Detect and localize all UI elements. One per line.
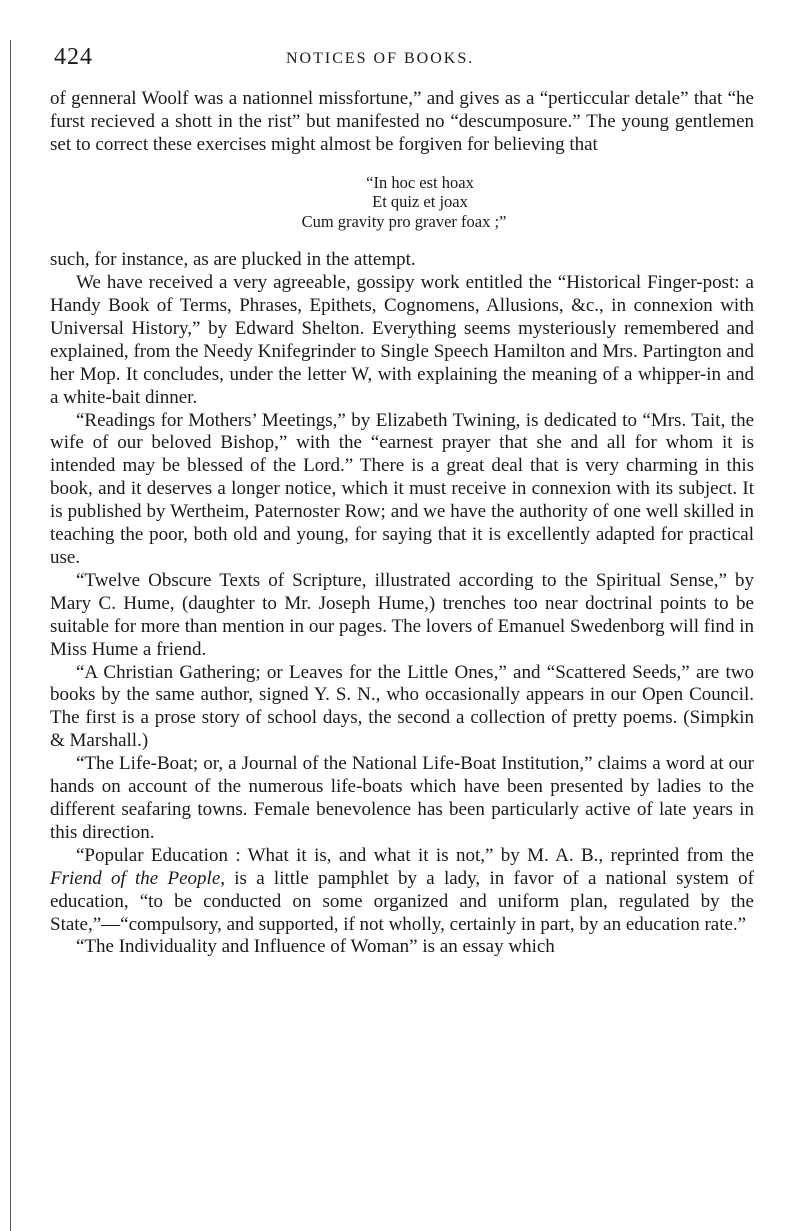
page-header bbox=[54, 44, 754, 74]
paragraph-twelve-texts: “Twelve Obscure Texts of Scripture, illustrated according to the Spiritual Sense,” by Mary C. Hume, (daughter to Mr. Joseph Hume,) trenches too near doctrinal points to be suitable for more than mention in our pages. The lovers of Emanuel Swedenborg will find in Miss Hume a friend. bbox=[50, 569, 754, 660]
verse-line: Et quiz et joax bbox=[372, 192, 468, 212]
popular-education-text: “Popular Education : What it is, and what it is not,” by M. A. B., reprinted from the bbox=[76, 844, 754, 866]
verse-quotation bbox=[50, 173, 754, 232]
body-text bbox=[50, 88, 754, 959]
running-head: NOTICES OF BOOKS. bbox=[286, 50, 475, 67]
paragraph-christian-gathering: “A Christian Gathering; or Leaves for the Little Ones,” and “Scattered Seeds,” are two books by the same author, signed Y. S. N., who occasionally appears in our Open Council. The first is a prose story of school days, the second a collection of pretty poems. (Simpkin & Marshall.) bbox=[50, 661, 754, 752]
paragraph-lifeboat: “The Life-Boat; or, a Journal of the National Life-Boat Institution,” claims a word at our hands on account of the numerous life-boats which have been presented by ladies to the different seafaring towns. Female benevolence has been particularly active of late years in this direction. bbox=[50, 753, 754, 843]
verse-line: “In hoc est hoax bbox=[366, 172, 474, 192]
popular-education-text-cont: is a little pamphlet by a lady, in favor of a national system of education, “to be conducted on some organized and uniform plan, regulated by the State,”—“compulsory, and supported, if not wholly, certainly in part, by an education rate.” bbox=[50, 867, 754, 935]
margin-rule bbox=[10, 40, 11, 1231]
paragraph-individuality: “The Individuality and Influence of Woman” is an essay which bbox=[76, 936, 555, 958]
paragraph-finger-post: We have received a very agreeable, gossipy work entitled the “Historical Finger-post: a Handy Book of Terms, Phrases, Epithets, Cognomens, Allusions, &c., in connexion with Universal History,” by Edward Shelton. Everything seems mysteriously remembered and explained, from the Needy Knifegrinder to Single Speech Hamilton and Mrs. Partington and her Mop. It concludes, under the letter W, with explaining the meaning of a whipper-in and a white-bait dinner. bbox=[50, 272, 754, 408]
periodical-title: Friend of the People, bbox=[50, 867, 226, 889]
paragraph-popular-education bbox=[50, 845, 754, 937]
verse-line: Cum gravity pro graver foax ;” bbox=[301, 211, 507, 231]
page-number: 424 bbox=[54, 44, 93, 70]
paragraph-opening: of genneral Woolf was a nationnel missfortune,” and gives as a “perticcular detale” that “he furst recieved a shott in the rist” but manifested no “descumposure.” The young gentlemen set to correct these exercises might almost be forgiven for believing that bbox=[50, 88, 754, 155]
paragraph-readings: “Readings for Mothers’ Meetings,” by Elizabeth Twining, is dedicated to “Mrs. Tait, the wife of our beloved Bishop,” with the “earnest prayer that she and all for whom it is intended may be blessed of the Lord.” There is a great deal that is very charming in this book, and it deserves a longer notice, which it must receive in connexion with its subject. It is published by Wertheim, Paternoster Row; and we have the authority of one well skilled in teaching the poor, both old and young, for saying that it is excellently adapted for practical use. bbox=[50, 409, 754, 568]
paragraph-after-verse: such, for instance, as are plucked in the attempt. bbox=[50, 249, 416, 271]
